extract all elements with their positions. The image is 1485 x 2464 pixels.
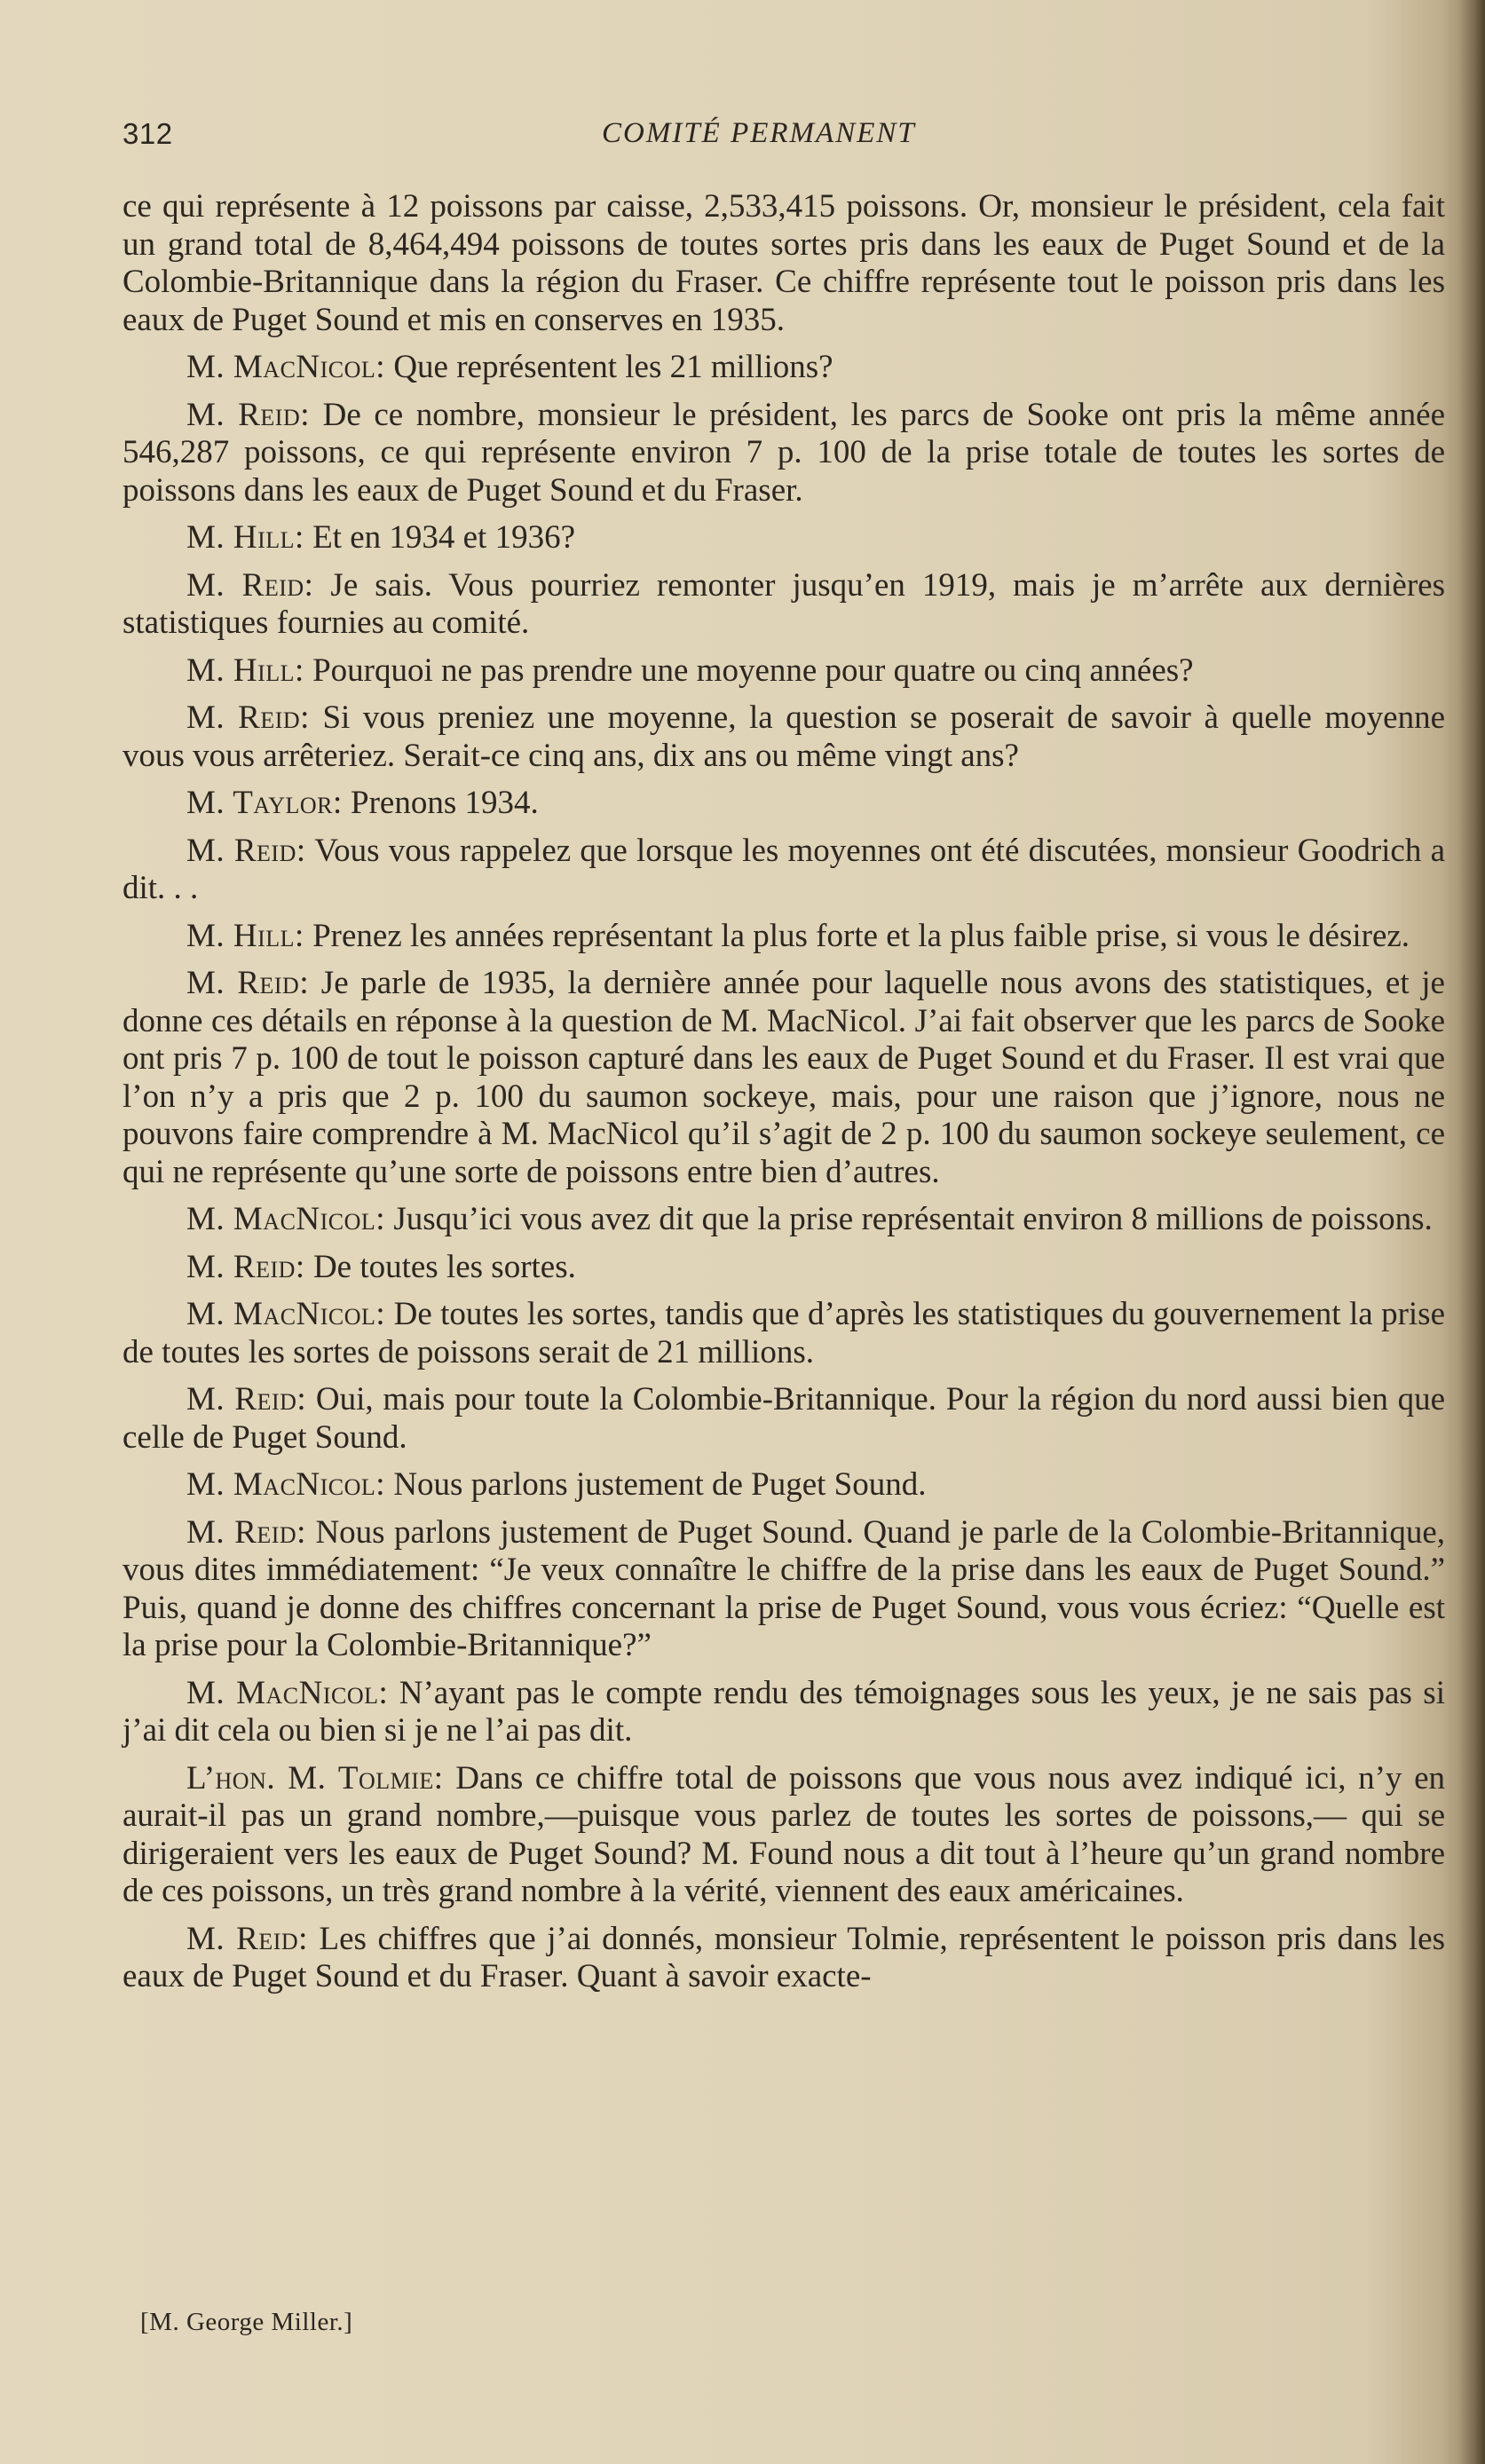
paragraph [122,349,1445,387]
paragraph [122,833,1445,908]
paragraph-text: Vous vous rappelez que lorsque les moyennes ont été discutées, monsieur Goodrich a dit. . . [122,832,1445,906]
page-header [122,117,1445,162]
speaker: M. MacNicol: [186,1674,389,1711]
paragraph [122,567,1445,643]
paragraph [122,652,1445,691]
paragraph-text: Prenons 1934. [342,785,539,821]
speaker: M. Reid: [186,396,311,433]
paragraph [122,1466,1445,1504]
running-title: COMITÉ PERMANENT [602,117,916,149]
paragraph [122,519,1445,557]
speaker: M. Hill: [186,652,304,689]
speaker: M. Taylor: [186,785,343,821]
page-number: 312 [122,117,173,150]
paragraph-text: Dans ce chiffre total de poissons que vous nous avez indiqué ici, n’y en aurait-il pas un grand nombre,—puisque vous parlez de toutes les sortes de poissons,— qui se dirigeraient vers les eaux de Puget Sound? M. Found nous a dit tout à l’heure qu’un grand nombre de ces poissons, un très grand nombre à la vérité, viennent des eaux américaines. [122,1759,1445,1909]
paragraph [122,699,1445,775]
paragraph [122,188,1445,339]
footnote: [M. George Miller.] [140,2308,353,2336]
paragraph-text: Je parle de 1935, la dernière année pour laquelle nous avons des statistiques, et je donne ces détails en réponse à la question de M. MacNicol. J’ai fait observer que les parcs de Sooke ont pris 7 p. 100 de tout le poisson capturé dans les eaux de Puget Sound et du Fraser. Il est vrai que l’on n’y a pris que 2 p. 100 du saumon sockeye, mais, pour une raison que j’ignore, nous ne pouvons faire comprendre à M. MacNicol qu’il s’agit de 2 p. 100 du saumon sockeye seulement, ce qui ne représente qu’une sorte de poissons entre bien d’autres. [122,965,1445,1190]
speaker: M. Reid: [186,566,314,604]
paragraph [122,965,1445,1191]
speaker: L’hon. M. Tolmie: [186,1759,444,1797]
paragraph-text: Si vous preniez une moyenne, la question se poserait de savoir à quelle moyenne vous vous arrêteriez. Serait-ce cinq ans, dix ans ou même vingt ans? [122,699,1445,774]
paragraph [122,1201,1445,1239]
paragraph-text: Et en 1934 et 1936? [304,519,576,556]
speaker: M. Reid: [186,965,310,1001]
paragraph [122,1921,1445,1996]
paragraph-text: Nous parlons justement de Puget Sound. [385,1466,927,1503]
paragraph-text: De toutes les sortes. [304,1248,576,1285]
paragraph-text: De ce nombre, monsieur le président, les parcs de Sooke ont pris la même année 546,287 poissons, ce qui représente environ 7 p. 100 de la prise totale de toutes les sortes de poissons dans les eaux de Puget Sound et du Fraser. [122,396,1445,509]
page-edge-shadow [1458,0,1485,2464]
paragraph-text: Que représentent les 21 millions? [385,349,833,385]
paragraph-text: Je sais. Vous pourriez remonter jusqu’en 1919, mais je m’arrête aux dernières statistiques fournies au comité. [122,566,1445,641]
paragraph-text: De toutes les sortes, tandis que d’après les statistiques du gouvernement la prise de toutes les sortes de poissons serait de 21 millions. [122,1296,1445,1370]
speaker: M. Reid: [186,1248,305,1285]
speaker: M. MacNicol: [186,1201,386,1237]
paragraph-text: N’ayant pas le compte rendu des témoignages sous les yeux, je ne sais pas si j’ai dit cela ou bien si je ne l’ai pas dit. [122,1674,1445,1749]
speaker: M. MacNicol: [186,349,386,385]
paragraph [122,1675,1445,1750]
speaker: M. Reid: [186,1920,308,1957]
paragraph-text: Prenez les années représentant la plus forte et la plus faible prise, si vous le désirez. [304,917,1410,954]
speaker: M. Hill: [186,519,304,556]
paragraph-text: Jusqu’ici vous avez dit que la prise représentait environ 8 millions de poissons. [385,1201,1433,1237]
paragraph [122,918,1445,956]
paragraph [122,1381,1445,1457]
speaker: M. Reid: [186,699,310,736]
paragraph [122,1760,1445,1911]
paragraph [122,397,1445,510]
paragraph [122,1514,1445,1665]
speaker: M. Reid: [186,1513,306,1551]
speaker: M. MacNicol: [186,1296,386,1332]
paragraph [122,785,1445,823]
body-text [122,188,1445,2006]
speaker: M. MacNicol: [186,1466,386,1503]
paragraph-text: ce qui représente à 12 poissons par caisse, 2,533,415 poissons. Or, monsieur le président, cela fait un grand total de 8,464,494 poissons de toutes sortes pris dans les eaux de Puget Sound et de la Colombie-Britannique dans la région du Fraser. Ce chiffre représente tout le poisson pris dans les eaux de Puget Sound et mis en conserves en 1935. [122,188,1445,338]
paragraph-text: Pourquoi ne pas prendre une moyenne pour quatre ou cinq années? [304,652,1194,689]
paragraph-text: Oui, mais pour toute la Colombie-Britannique. Pour la région du nord aussi bien que celle de Puget Sound. [122,1381,1445,1456]
speaker: M. Reid: [186,1381,307,1418]
paragraph-text: Les chiffres que j’ai donnés, monsieur Tolmie, représentent le poisson pris dans les eaux de Puget Sound et du Fraser. Quant à savoir exacte- [122,1920,1445,1994]
paragraph-text: Nous parlons justement de Puget Sound. Quand je parle de la Colombie-Britannique, vous dites immédiatement: “Je veux connaître le chiffre de la prise dans les eaux de Puget Sound.” Puis, quand je donne des chiffres concernant la prise de Puget Sound, vous vous écriez: “Quelle est la prise pour la Colombie-Britannique?” [122,1513,1445,1663]
paragraph [122,1249,1445,1287]
speaker: M. Hill: [186,917,304,954]
speaker: M. Reid: [186,832,306,869]
paragraph [122,1296,1445,1371]
